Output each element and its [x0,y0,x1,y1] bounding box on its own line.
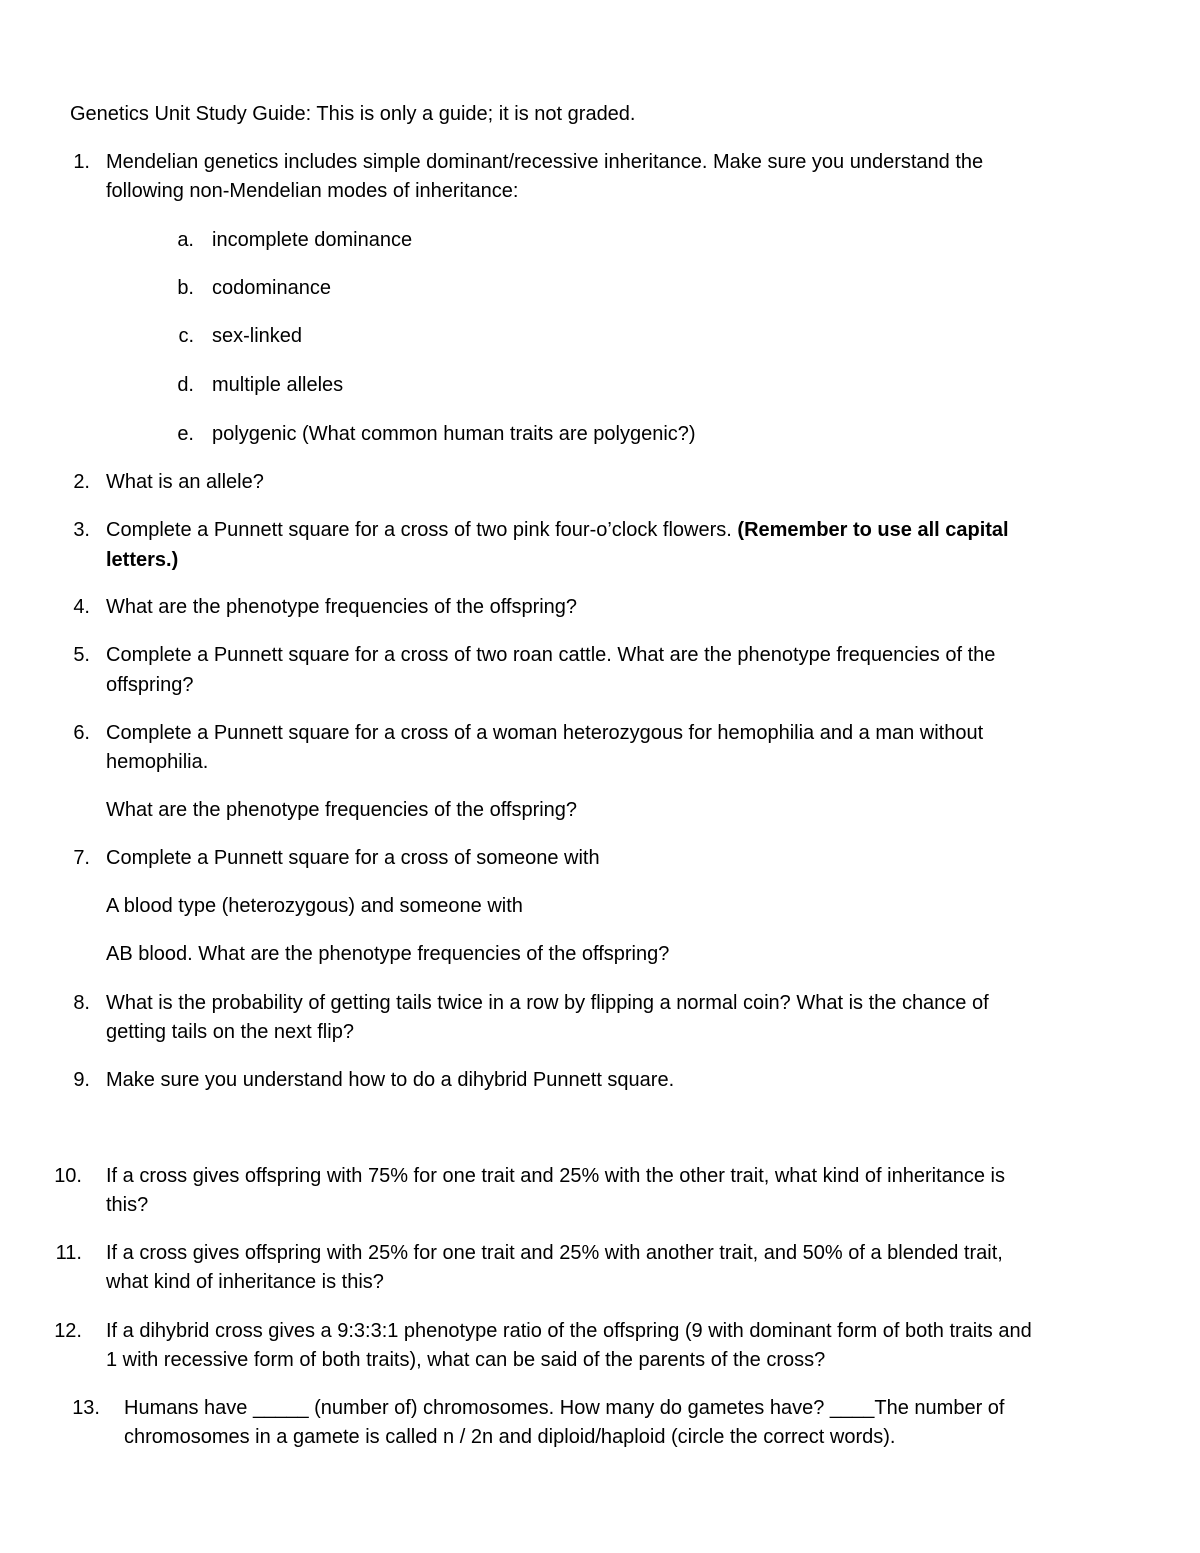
question-number: 6. [73,722,90,744]
list-item-letter: e. [177,423,194,445]
question-number: 9. [73,1069,90,1091]
question-text: AB blood. What are the phenotype frequencies of the offspring? [106,943,670,965]
question-text: Complete a Punnett square for a cross of someone with [106,847,600,869]
question-text: If a cross gives offspring with 25% for one trait and 25% with another trait, and 50% of a blended trait, [106,1242,1003,1264]
list-item-letter: a. [177,229,194,251]
question-text: Humans have _____ (number of) chromosomes. How many do gametes have? ____The number of [124,1397,1005,1419]
question-text [106,520,1009,540]
question-text-emphasis: letters.) [106,549,179,571]
question-number: 11. [55,1242,82,1264]
question-text: chromosomes in a gamete is called n / 2n and diploid/haploid (circle the correct words). [124,1426,896,1448]
question-number: 12. [54,1320,82,1342]
question-text: A blood type (heterozygous) and someone with [106,895,523,917]
question-text: Mendelian genetics includes simple dominant/recessive inheritance. Make sure you understand the [106,151,984,173]
page-title: Genetics Unit Study Guide: This is only a guide; it is not graded. [70,103,636,125]
question-text: this? [106,1194,149,1216]
question-text: What is the probability of getting tails twice in a row by flipping a normal coin? What is the chance of [106,992,989,1014]
question-text [106,550,178,570]
list-item-letter: c. [178,325,194,347]
question-number: 10. [54,1165,82,1187]
question-text: following non-Mendelian modes of inheritance: [106,180,519,202]
question-text: what kind of inheritance is this? [106,1271,384,1293]
list-item: sex-linked [212,325,303,347]
list-item-letter: d. [177,374,194,396]
question-number: 2. [73,471,90,493]
question-text: What is an allele? [106,471,264,493]
question-text: If a cross gives offspring with 75% for one trait and 25% with the other trait, what kind of inheritance is [106,1165,1005,1187]
question-number: 7. [73,847,90,869]
list-item: multiple alleles [212,374,344,396]
question-text: Complete a Punnett square for a cross of a woman heterozygous for hemophilia and a man without [106,722,984,744]
list-item: codominance [212,277,331,299]
question-text: What are the phenotype frequencies of the offspring? [106,596,578,618]
question-text: If a dihybrid cross gives a 9:3:3:1 phenotype ratio of the offspring (9 with dominant form of both traits and [106,1320,1032,1342]
list-item: incomplete dominance [212,229,413,251]
list-item-letter: b. [177,277,194,299]
question-number: 13. [72,1397,100,1419]
question-text: 1 with recessive form of both traits), what can be said of the parents of the cross? [106,1349,826,1371]
question-text: Complete a Punnett square for a cross of two roan cattle. What are the phenotype frequencies of the [106,644,996,666]
question-number: 3. [73,519,90,541]
question-text: Make sure you understand how to do a dihybrid Punnett square. [106,1069,675,1091]
question-text: hemophilia. [106,751,209,773]
question-text-plain: Complete a Punnett square for a cross of two pink four-o’clock flowers. [106,519,738,541]
question-number: 4. [73,596,90,618]
question-number: 1. [73,151,90,173]
list-item: polygenic (What common human traits are polygenic?) [212,423,696,445]
question-text: getting tails on the next flip? [106,1021,354,1043]
question-number: 5. [73,644,90,666]
question-text: offspring? [106,674,194,696]
question-text-emphasis: (Remember to use all capital [737,519,1009,541]
question-text: What are the phenotype frequencies of the offspring? [106,799,578,821]
question-number: 8. [73,992,90,1014]
